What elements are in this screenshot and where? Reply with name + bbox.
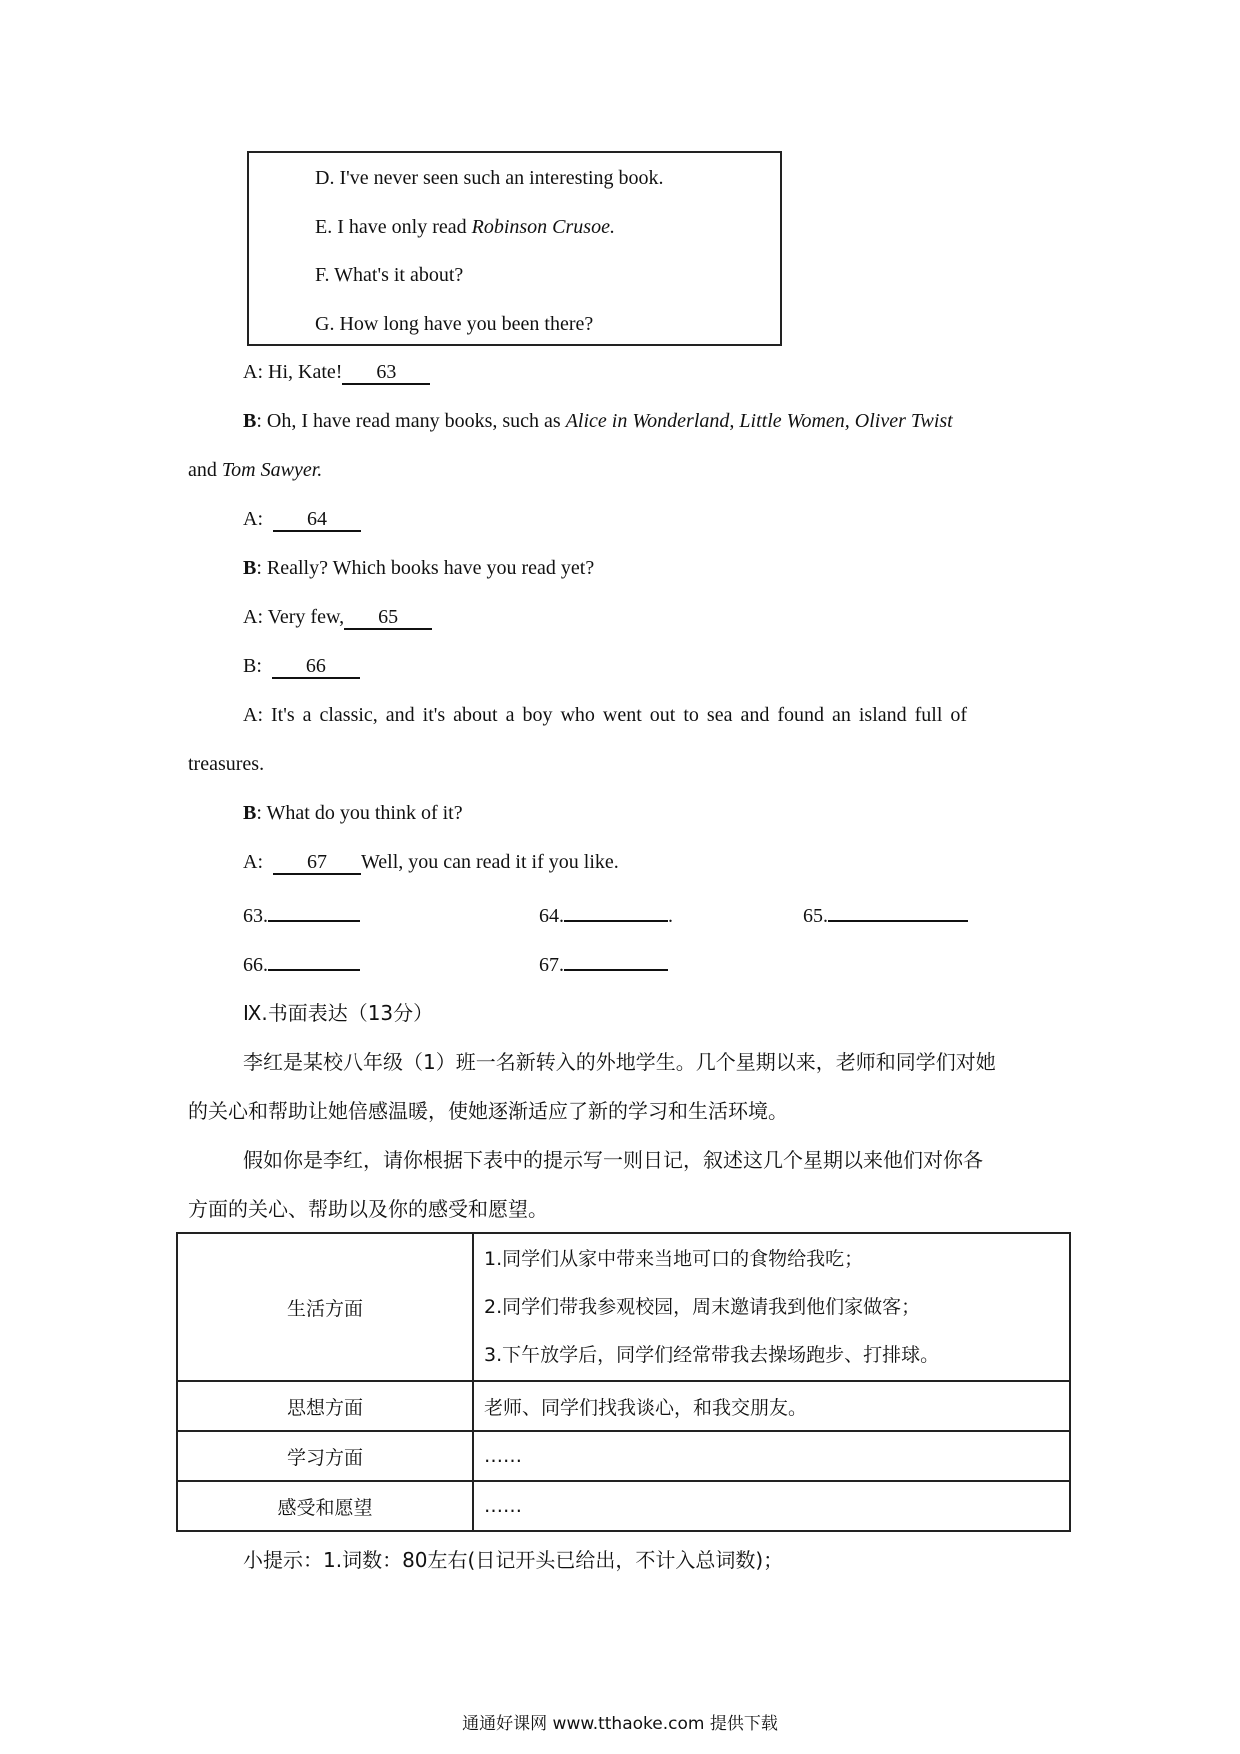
dialogue-line-2-cont: and Tom Sawyer. (188, 459, 323, 481)
option-f: F. What's it about? (315, 264, 464, 286)
row-content-life (473, 1233, 1070, 1381)
answer-line-67[interactable] (564, 949, 668, 971)
blank-66: 66 (272, 655, 360, 679)
row-label-feelings: 感受和愿望 (177, 1481, 473, 1531)
table-row (177, 1381, 1070, 1431)
life-item-1: 1.同学们从家中带来当地可口的食物给我吃； (484, 1248, 864, 1270)
row-content-feelings: …… (473, 1481, 1070, 1531)
table-row (177, 1431, 1070, 1481)
dialogue-line-7: A: It's a classic, and it's about a boy who went out to sea and found an island full of (243, 704, 968, 726)
writing-para2-line2: 方面的关心、帮助以及你的感受和愿望。 (188, 1197, 548, 1221)
dialogue-line-3: A: 64 (243, 508, 361, 532)
table-row (177, 1481, 1070, 1531)
writing-para1-line2: 的关心和帮助让她倍感温暖，使她逐渐适应了新的学习和生活环境。 (188, 1099, 788, 1123)
writing-para1-line1: 李红是某校八年级（1）班一名新转入的外地学生。几个星期以来，老师和同学们对她 (243, 1050, 996, 1074)
blank-65: 65 (344, 606, 432, 630)
option-d: D. I've never seen such an interesting book. (315, 167, 664, 189)
row-label-life: 生活方面 (177, 1233, 473, 1381)
answer-line-64[interactable] (564, 900, 668, 922)
options-box (247, 151, 782, 346)
answer-66: 66. (243, 949, 360, 977)
book-list: Alice in Wonderland, Little Women, Oliver Twist (565, 410, 953, 432)
answer-line-63[interactable] (268, 900, 360, 922)
answer-line-66[interactable] (268, 949, 360, 971)
page-footer: 通通好课网 www.tthaoke.com 提供下载 (462, 1714, 778, 1734)
dialogue-line-8: B: What do you think of it? (243, 802, 463, 824)
dialogue-line-7-cont: treasures. (188, 753, 265, 775)
answer-67: 67. (539, 949, 668, 977)
dialogue-line-5: A: Very few, 65 (243, 606, 432, 630)
row-label-study: 学习方面 (177, 1431, 473, 1481)
option-e: E. I have only read Robinson Crusoe. (315, 216, 615, 238)
writing-heading: Ⅸ.书面表达（13分） (243, 1001, 434, 1025)
answer-63: 63. (243, 900, 360, 928)
answer-64: 64. . (539, 900, 673, 928)
dialogue-line-6: B: 66 (243, 655, 360, 679)
blank-64: 64 (273, 508, 361, 532)
row-label-thought: 思想方面 (177, 1381, 473, 1431)
row-content-study: …… (473, 1431, 1070, 1481)
option-e-book-title: Robinson Crusoe. (471, 216, 615, 238)
option-g: G. How long have you been there? (315, 313, 594, 335)
blank-63: 63 (342, 361, 430, 385)
table-row (177, 1233, 1070, 1381)
life-item-3: 3.下午放学后，同学们经常带我去操场跑步、打排球。 (484, 1344, 940, 1366)
dialogue-line-2: B: Oh, I have read many books, such as Alice in Wonderland, Little Women, Oliver Twist (243, 410, 953, 432)
blank-67: 67 (273, 851, 361, 875)
answer-65: 65. (803, 900, 968, 928)
writing-hint: 小提示：1.词数：80左右(日记开头已给出，不计入总词数)； (243, 1548, 784, 1572)
dialogue-line-1: A: Hi, Kate! 63 (243, 361, 430, 385)
tips-table (176, 1232, 1071, 1532)
dialogue-line-4: B: Really? Which books have you read yet? (243, 557, 595, 579)
answer-line-65[interactable] (828, 900, 968, 922)
dialogue-line-9: A: 67 Well, you can read it if you like. (243, 851, 619, 873)
life-item-2: 2.同学们带我参观校园，周末邀请我到他们家做客； (484, 1296, 921, 1318)
writing-para2-line1: 假如你是李红，请你根据下表中的提示写一则日记，叙述这几个星期以来他们对你各 (243, 1148, 983, 1172)
row-content-thought: 老师、同学们找我谈心，和我交朋友。 (473, 1381, 1070, 1431)
